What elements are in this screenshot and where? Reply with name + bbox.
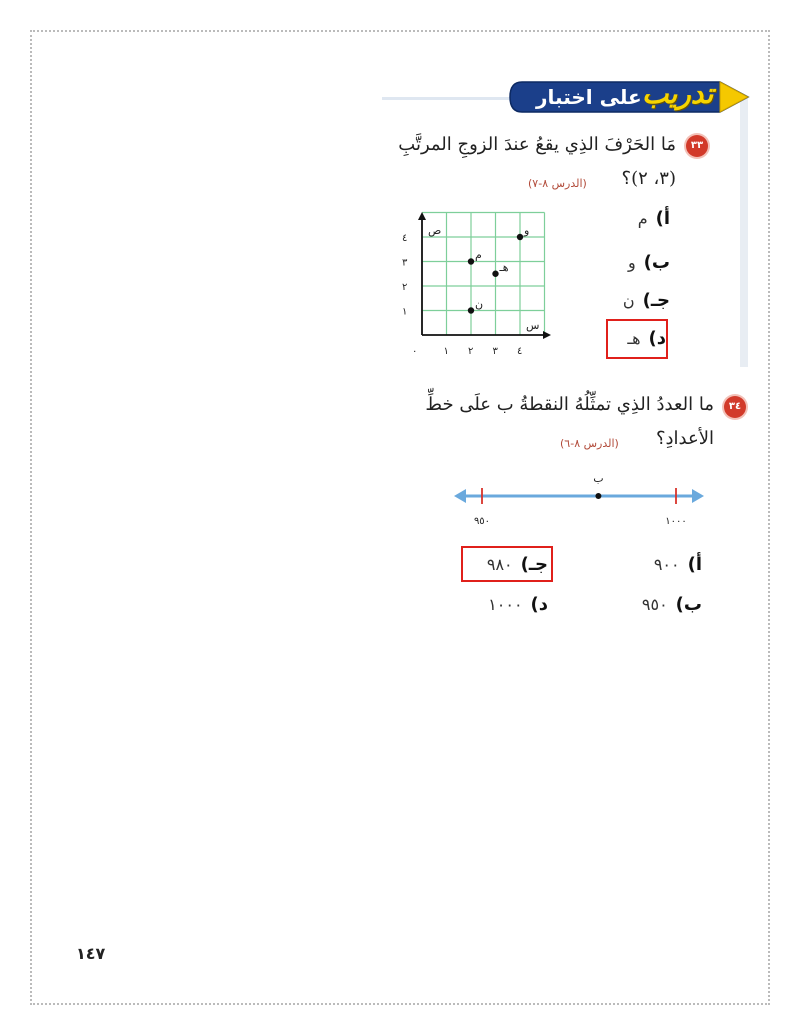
answer-option-b[interactable]: ب)٩٥٠ bbox=[641, 594, 702, 615]
plot-point bbox=[517, 234, 523, 240]
question-number-badge: ٣٤ bbox=[724, 396, 746, 418]
y-tick-label: ١ bbox=[402, 306, 408, 318]
page-edge-bar bbox=[740, 97, 748, 367]
banner-main-text: على اختبار bbox=[536, 85, 642, 109]
answer-option-a[interactable]: أ)م bbox=[637, 208, 670, 229]
point-b bbox=[595, 493, 601, 499]
left-label: ٩٥٠ bbox=[473, 516, 491, 527]
coordinate-grid bbox=[398, 210, 558, 360]
x-tick-label: ٣ bbox=[492, 346, 498, 357]
y-tick-label: ٤ bbox=[402, 233, 408, 244]
lesson-reference: (الدرس ٨-٧) bbox=[528, 177, 587, 190]
number-line bbox=[452, 474, 706, 530]
plot-point-label: هـ bbox=[499, 260, 509, 274]
plot-point-label: م bbox=[475, 248, 482, 262]
answer-option-c[interactable]: جـ)ن bbox=[622, 290, 670, 311]
page-number: ١٤٧ bbox=[76, 944, 106, 963]
banner-script-text: تدريب bbox=[642, 77, 714, 110]
plot-point bbox=[468, 258, 474, 264]
answer-highlight-box bbox=[461, 546, 553, 582]
right-label: ١٠٠٠ bbox=[665, 516, 687, 527]
x-tick-label: ٢ bbox=[468, 346, 474, 357]
point-b-label: ب bbox=[593, 474, 604, 485]
plot-point bbox=[468, 307, 474, 313]
x-tick-label: ٤ bbox=[517, 346, 523, 357]
x-tick-label: ١ bbox=[443, 346, 449, 357]
plot-point-label: و bbox=[524, 224, 530, 237]
x-tick-label: ٠ bbox=[412, 346, 418, 357]
answer-option-d[interactable]: د)١٠٠٠ bbox=[488, 594, 548, 615]
answer-option-b[interactable]: ب)و bbox=[627, 252, 670, 273]
plot-point bbox=[492, 271, 498, 277]
test-practice-banner bbox=[508, 76, 750, 118]
answer-highlight-box bbox=[606, 319, 668, 359]
question-text-line2: (٣، ٢)؟ bbox=[621, 168, 676, 189]
question-text-line1: مَا الحَرْفَ الذِي يقعُ عندَ الزوجِ المرتَّبِ bbox=[398, 134, 676, 155]
question-number-badge: ٣٣ bbox=[686, 135, 708, 157]
answer-option-c[interactable]: جـ)٩٨٠ bbox=[486, 554, 548, 575]
plot-point-label: ن bbox=[475, 297, 484, 311]
x-axis-label: س bbox=[526, 319, 540, 332]
y-tick-label: ٢ bbox=[402, 282, 408, 293]
y-axis-label: ص bbox=[428, 224, 442, 237]
answer-option-d[interactable]: د)هـ bbox=[627, 328, 666, 349]
question-text-line2: الأعدادِ؟ bbox=[655, 428, 714, 449]
lesson-reference: (الدرس ٨-٦) bbox=[560, 437, 619, 450]
y-tick-label: ٣ bbox=[402, 257, 408, 269]
answer-option-a[interactable]: أ)٩٠٠ bbox=[653, 554, 702, 575]
question-text-line1: ما العددُ الذِي تمثِّلُهُ النقطةُ ب علَى خطِّ bbox=[425, 394, 714, 415]
